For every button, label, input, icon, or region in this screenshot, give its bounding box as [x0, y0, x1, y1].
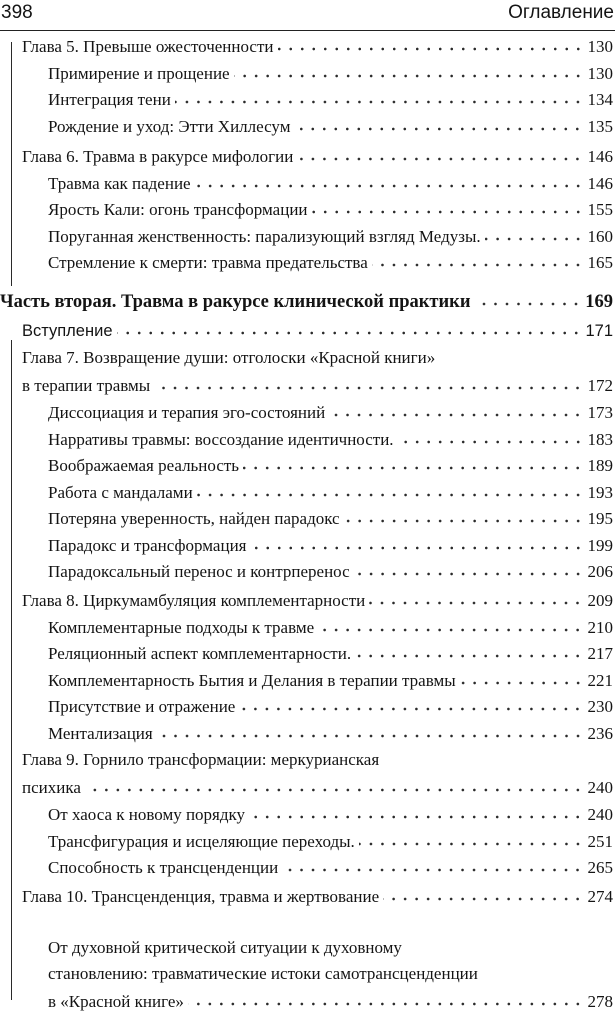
toc-entry-title: Воображаемая реальность — [48, 456, 240, 475]
toc-entry-page: 209 — [587, 591, 613, 610]
toc-entry-title: Парадокс и трансформация — [48, 535, 247, 555]
toc-entry-page: 278 — [587, 992, 613, 1011]
toc-entry[interactable] — [48, 800, 613, 826]
toc-entry-title: Ментализация — [48, 723, 153, 743]
dot-leader — [282, 853, 583, 873]
toc-entry-page: 189 — [587, 456, 613, 475]
toc-entry[interactable] — [48, 398, 613, 424]
dot-leader — [175, 85, 584, 105]
toc-entry[interactable] — [48, 59, 613, 85]
toc-entry[interactable] — [48, 666, 613, 692]
dot-leader — [354, 557, 584, 577]
toc-entry-title: Интеграция тени — [48, 90, 171, 109]
toc-entry-page: 240 — [587, 778, 613, 797]
page-number: 398 — [1, 2, 33, 23]
dot-leader — [460, 666, 584, 686]
toc-entry-page: 193 — [587, 482, 613, 502]
toc-entry-title: Ярость Кали: огонь трансформации — [48, 200, 308, 219]
toc-entry[interactable] — [48, 531, 613, 557]
dot-leader — [188, 987, 584, 1007]
left-rule-lower — [11, 340, 12, 1000]
toc-entry-page: 265 — [587, 858, 613, 877]
toc-entry-page: 165 — [587, 253, 613, 272]
toc-entry-title: Комплементарность Бытия и Делания в терапии травмы — [48, 670, 456, 690]
toc-entry-title-line: Глава 9. Горнило трансформации: меркурианская — [22, 750, 380, 769]
toc-entry-page: 169 — [585, 292, 613, 312]
toc-entry-page: 183 — [587, 429, 613, 449]
toc-entry[interactable] — [22, 345, 613, 397]
toc-entry-title: Рождение и уход: Этти Хиллесум — [48, 116, 291, 136]
toc-entry-title: Парадоксальный перенос и контрперенос — [48, 562, 350, 581]
toc-entry[interactable] — [48, 85, 613, 111]
toc-entry-page: 217 — [587, 644, 613, 663]
toc-entry[interactable] — [48, 853, 613, 879]
toc-entry-page: 199 — [587, 535, 613, 555]
toc-entry-title: Стремление к смерти: травма предательства — [48, 253, 368, 272]
toc-entry-page: 221 — [587, 670, 613, 690]
toc-entry[interactable] — [48, 692, 613, 718]
dot-leader — [475, 287, 582, 307]
toc-entry[interactable] — [48, 222, 613, 248]
toc-entry[interactable] — [48, 557, 613, 583]
dot-leader — [485, 222, 584, 242]
toc-entry-title: Присутствие и отражение — [48, 697, 236, 716]
toc-entry-title: Работа с мандалами — [48, 482, 193, 502]
toc-entry-page: 173 — [587, 403, 613, 422]
toc-entry-title-line: становлению: травматические истоки самотрансценденции — [48, 964, 478, 983]
dot-leader — [243, 451, 583, 471]
toc-entry-title: Диссоциация и терапия эго-состояний — [48, 403, 326, 422]
toc-entry[interactable] — [48, 613, 613, 639]
toc-entry-title: Комплементарные подходы к травме — [48, 617, 315, 637]
toc-entry[interactable] — [48, 451, 613, 477]
toc-entry-title: в «Красной книге» — [48, 992, 184, 1011]
toc-entry[interactable] — [0, 287, 613, 313]
dot-leader — [197, 478, 584, 498]
toc-entry[interactable] — [48, 719, 613, 745]
dot-leader — [383, 882, 583, 902]
dot-leader — [294, 112, 583, 132]
toc-entry[interactable] — [22, 316, 613, 342]
toc-entry-page: 236 — [587, 723, 613, 743]
toc-entry-title: Глава 8. Циркумамбуляция комплементарности — [22, 591, 366, 610]
toc-entry-title-line: От духовной критической ситуации к духовному — [48, 938, 402, 957]
toc-entry-title: Глава 5. Превыше ожесточенности — [22, 37, 274, 56]
toc-entry[interactable] — [48, 169, 613, 195]
dot-leader — [117, 316, 582, 336]
toc-entry-page: 130 — [587, 63, 613, 83]
toc-entry[interactable] — [48, 478, 613, 504]
dot-leader — [154, 371, 583, 391]
toc-entry[interactable] — [48, 504, 613, 530]
dot-leader — [369, 586, 583, 606]
toc-entry-title: Поруганная женственность: парализующий взгляд Медузы. — [48, 226, 481, 246]
toc-entry[interactable] — [48, 639, 613, 665]
dot-leader — [297, 142, 583, 162]
dot-leader — [312, 195, 584, 215]
toc-entry[interactable] — [48, 425, 613, 451]
toc-entry-page: 134 — [587, 90, 613, 109]
toc-entry[interactable] — [22, 747, 613, 799]
toc-entry-title-line: Глава 7. Возвращение души: отголоски «Красной книги» — [22, 348, 436, 367]
toc-entry-page: 210 — [587, 617, 613, 637]
dot-leader — [359, 827, 584, 847]
dot-leader — [157, 719, 584, 739]
toc-entry-page: 251 — [587, 831, 613, 851]
toc-entry-title: Способность к трансценденции — [48, 858, 279, 877]
toc-entry-page: 146 — [587, 173, 613, 193]
toc-entry-page: 130 — [587, 37, 613, 56]
dot-leader — [249, 800, 583, 820]
toc-entry-title: От хаоса к новому порядку — [48, 805, 246, 824]
toc-entry-title: Нарративы травмы: воссоздание идентичности. — [48, 429, 394, 449]
dot-leader — [251, 531, 584, 551]
toc-entry[interactable] — [48, 112, 613, 138]
running-title: Оглавление — [508, 2, 614, 23]
dot-leader — [318, 613, 583, 633]
left-rule-upper — [11, 42, 12, 286]
toc-entry[interactable] — [22, 142, 613, 168]
toc-entry-title: Вступление — [22, 322, 113, 340]
toc-entry[interactable] — [48, 195, 613, 221]
toc-entry-page: 172 — [587, 376, 613, 395]
toc-entry-page: 274 — [587, 887, 613, 906]
toc-entry-title: Потеряна уверенность, найден парадокс — [48, 509, 340, 528]
toc-entry[interactable] — [48, 248, 613, 274]
dot-leader — [372, 248, 584, 268]
toc-entry-page: 160 — [587, 226, 613, 246]
dot-leader — [329, 398, 583, 418]
toc-entry-title: Глава 6. Травма в ракурсе мифологии — [22, 147, 294, 166]
toc-entry-page: 230 — [587, 697, 613, 716]
toc-entry[interactable] — [48, 827, 613, 853]
toc-entry-page: 146 — [587, 147, 613, 166]
toc-entry-title: Глава 10. Трансценденция, травма и жертвование — [22, 887, 380, 906]
toc-entry-title: Травма как падение — [48, 173, 191, 193]
dot-leader — [234, 59, 584, 79]
toc-entry-title: в терапии травмы — [22, 376, 151, 395]
toc-entry-page: 206 — [587, 562, 613, 581]
toc-entry-title: психика — [22, 778, 81, 797]
dot-leader — [355, 639, 583, 659]
toc-entry-title: Реляционный аспект комплементарности. — [48, 644, 352, 663]
toc-entry-title: Примирение и прощение — [48, 63, 230, 83]
toc-entry[interactable] — [22, 586, 613, 612]
toc-entry-title: Часть вторая. Травма в ракурсе клинической практики — [0, 292, 471, 312]
toc-entry-title: Трансфигурация и исцеляющие переходы. — [48, 831, 355, 851]
dot-leader — [239, 692, 583, 712]
dot-leader — [85, 773, 584, 793]
page-header — [0, 0, 615, 31]
dot-leader — [398, 425, 584, 445]
toc-entry-page: 171 — [585, 322, 613, 340]
toc-entry-page: 155 — [587, 200, 613, 219]
dot-leader — [195, 169, 584, 189]
toc-entry[interactable] — [22, 32, 613, 58]
toc-entry-page: 240 — [587, 805, 613, 824]
toc-entry-page: 135 — [587, 116, 613, 136]
toc-entry[interactable] — [22, 882, 613, 908]
dot-leader — [344, 504, 584, 524]
dot-leader — [278, 32, 584, 52]
toc-entry[interactable] — [48, 935, 613, 1013]
toc-entry-page: 195 — [587, 509, 613, 528]
